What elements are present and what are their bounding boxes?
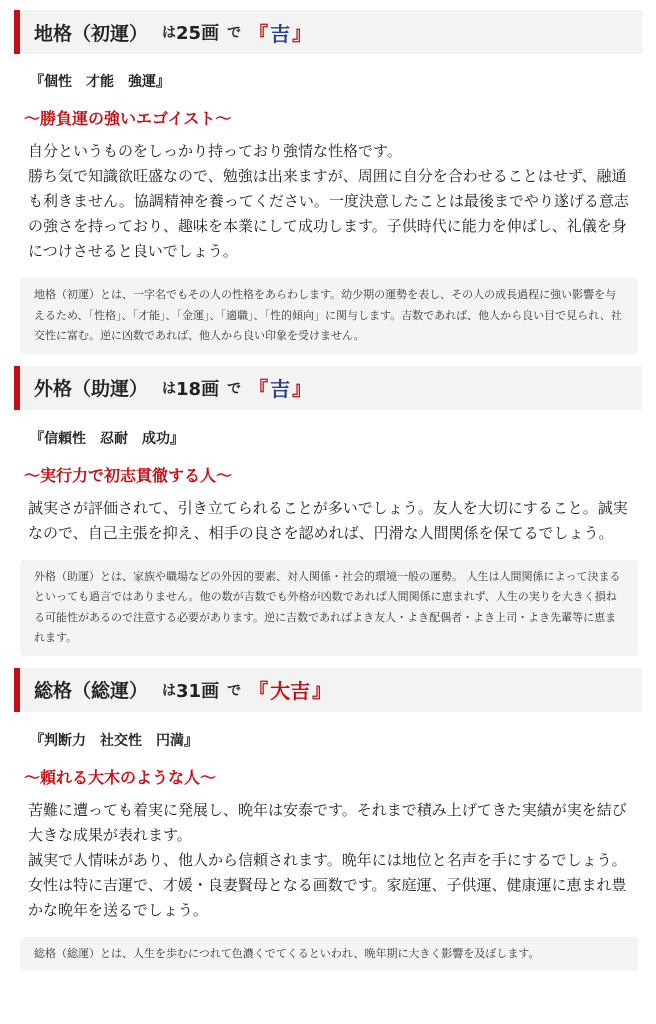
explanation-note: 外格（助運）とは、家族や職場などの外因的要素、対人関係・社会的環境一般の運勢。 人生は人間関係によって決まるといっても過言ではありません。他の数が吉数でも外格が凶数であれば人間関係に恵まれず、人生の実りを大きく損ねる可能性があるので注意する必要があります。逆に吉数であればよき友人・よき配偶者・よき上司・よき先輩等に恵まれます。 <box>20 560 638 656</box>
fortune-badge: 大吉 <box>270 679 311 703</box>
section-soukaku <box>0 656 656 972</box>
description <box>28 496 630 546</box>
explanation-note: 地格（初運）とは、一字名でもその人の性格をあらわします。幼少期の運勢を表し、その人の成長過程に強い影響を与えるため、「性格」、「才能」、「金運」、「適職」、「性的傾向」に関与します。吉数であれば、他人から良い目で見られ、社交性に富む。逆に凶数であれば、他人から良い印象を受けません。 <box>20 278 638 354</box>
description <box>28 798 630 923</box>
fortune-badge: 吉 <box>270 21 291 46</box>
description-paragraph: 自分というものをしっかり持っており強情な性格です。 <box>28 142 402 160</box>
stroke-count: 18画 <box>176 378 220 400</box>
description-paragraph: 誠実さが評価されて、引き立てられることが多いでしょう。友人を大切にすること。誠実なので、自己主張を抑え、相手の良さを認めれば、円滑な人間関係を保てるでしょう。 <box>28 498 628 542</box>
section-chikaku <box>0 0 656 354</box>
catchphrase: 〜勝負運の強いエゴイスト〜 <box>24 109 232 128</box>
traits-line: 『判断力 社交性 円満』 <box>30 732 198 749</box>
traits-line: 『個性 才能 強運』 <box>30 74 170 90</box>
close-quote: 』 <box>292 22 312 45</box>
description <box>28 139 630 264</box>
kaku-name: 地格（初運） <box>34 22 149 45</box>
particle-de: で <box>227 25 242 41</box>
particle-ha: は <box>162 682 177 699</box>
kaku-name: 外格（助運） <box>34 378 149 400</box>
catchphrase: 〜頼れる大木のような人〜 <box>24 767 217 787</box>
fortune-badge: 吉 <box>270 377 291 401</box>
open-quote: 『 <box>249 22 269 45</box>
particle-ha: は <box>162 380 177 397</box>
explanation-note: 総格（総運）とは、人生を歩むにつれて色濃くでてくるといわれ、晩年期に大きく影響を及ぼします。 <box>20 937 638 972</box>
description-paragraph: 誠実で人情味があり、他人から信頼されます。晩年には地位と名声を手にするでしょう。女性は特に吉運で、才媛・良妻賢母となる画数です。家庭運、子供運、健康運に恵まれ豊かな晩年を送るでしょう。 <box>28 850 627 919</box>
stroke-count: 25画 <box>176 23 220 44</box>
section-gaikaku <box>0 354 656 656</box>
particle-ha: は <box>162 25 177 41</box>
particle-de: で <box>227 380 242 397</box>
traits-line: 『信頼性 忍耐 成功』 <box>30 430 184 447</box>
section-header <box>14 10 642 54</box>
kaku-name: 総格（総運） <box>34 680 149 702</box>
section-header <box>14 366 642 410</box>
description-paragraph: 苦難に遭っても着実に発展し、晩年は安泰です。それまで積み上げてきた実績が実を結び大きな成果が表れます。 <box>28 800 627 844</box>
stroke-count: 31画 <box>176 680 220 702</box>
particle-de: で <box>227 682 242 699</box>
description-paragraph: 勝ち気で知識欲旺盛なので、勉強は出来ますが、周囲に自分を合わせることはせず、融通も利きません。協調精神を養ってください。一度決意したことは最後までやり遂げる意志の強さを持っており、趣味を本業にして成功します。子供時代に能力を伸ばし、礼儀を身につけさせると良いでしょう。 <box>28 167 629 260</box>
section-header <box>14 668 642 712</box>
close-quote: 』 <box>292 378 312 400</box>
open-quote: 『 <box>249 378 269 400</box>
close-quote: 』 <box>312 680 332 702</box>
catchphrase: 〜実行力で初志貫徹する人〜 <box>24 465 233 485</box>
open-quote: 『 <box>249 680 269 702</box>
